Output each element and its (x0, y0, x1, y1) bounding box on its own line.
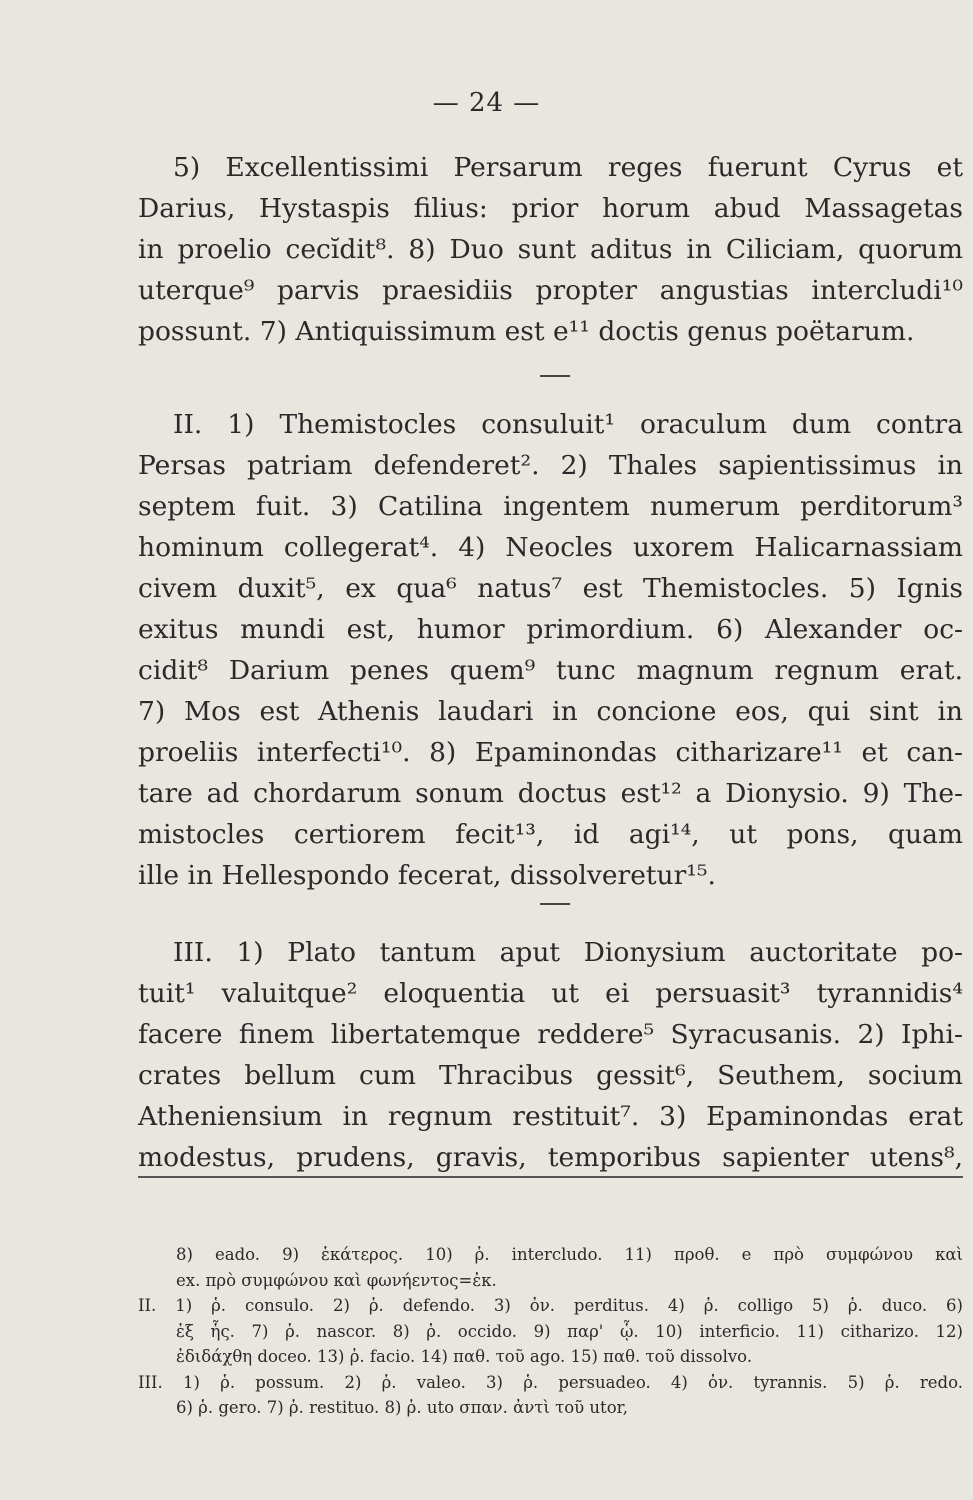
text-line: cidit⁸ Darium penes quem⁹ tunc magnum regnum erat. (138, 655, 963, 686)
text-line: 5) Excellentissimi Persarum reges fuerunt Cyrus et (173, 152, 963, 183)
text-line: septem fuit. 3) Catilina ingentem numerum perditorum³ (138, 491, 963, 522)
footnote-line: ἐξ ἧς. 7) ῥ. nascor. 8) ῥ. occido. 9) παρ' ᾧ. 10) interficio. 11) citharizo. 12) (176, 1321, 963, 1341)
text-line: II. 1) Themistocles consuluit¹ oraculum dum contra (173, 409, 963, 440)
text-line: possunt. 7) Antiquissimum est e¹¹ doctis genus poëtarum. (138, 316, 915, 347)
footnote-rule (138, 1176, 963, 1178)
page-number: — 24 — (432, 88, 541, 118)
text-line: civem duxit⁵, ex qua⁶ natus⁷ est Themistocles. 5) Ignis (138, 573, 963, 604)
text-line: 7) Mos est Athenis laudari in concione eos, qui sint in (138, 696, 963, 727)
section-1-paragraph (138, 147, 963, 352)
text-line: III. 1) Plato tantum aput Dionysium auctoritate po- (173, 937, 963, 968)
footnote-line: ex. πρὸ συμφώνου καὶ φωνήεντος=ἐκ. (176, 1270, 497, 1290)
text-line: mistocles certiorem fecit¹³, id agi¹⁴, ut pons, quam (138, 819, 963, 850)
section-divider (540, 375, 570, 377)
section-2-paragraph (138, 404, 963, 896)
text-line: exitus mundi est, humor primordium. 6) Alexander oc- (138, 614, 963, 645)
text-line: Persas patriam defenderet². 2) Thales sapientissimus in (138, 450, 963, 481)
footnotes (138, 1242, 963, 1421)
text-line: tuit¹ valuitque² eloquentia ut ei persuasit³ tyrannidis⁴ (138, 978, 963, 1009)
text-line: proeliis interfecti¹⁰. 8) Epaminondas citharizare¹¹ et can- (138, 737, 963, 768)
section-3-paragraph (138, 932, 963, 1178)
text-line: in proelio cecĭdit⁸. 8) Duo sunt aditus in Ciliciam, quorum (138, 234, 963, 265)
footnote-line: 6) ῥ. gero. 7) ῥ. restituo. 8) ῥ. uto σπαν. ἀντὶ τοῦ utor, (176, 1398, 628, 1417)
text-line: uterque⁹ parvis praesidiis propter angustias intercludi¹⁰ (138, 275, 963, 306)
footnote-line: III. 1) ῥ. possum. 2) ῥ. valeo. 3) ῥ. persuadeo. 4) ὀν. tyrannis. 5) ῥ. redo. (138, 1372, 963, 1392)
footnote-line: II. 1) ῥ. consulo. 2) ῥ. defendo. 3) ὀν. perditus. 4) ῥ. colligo 5) ῥ. duco. 6) (138, 1296, 963, 1315)
footnote-line: ἐδιδάχθη doceo. 13) ῥ. facio. 14) παθ. τοῦ ago. 15) παθ. τοῦ dissolvo. (176, 1347, 753, 1366)
text-line: modestus, prudens, gravis, temporibus sapienter utens⁸, (138, 1142, 963, 1173)
text-line: facere finem libertatemque reddere⁵ Syracusanis. 2) Iphi- (138, 1019, 963, 1050)
text-line: Darius, Hystaspis filius: prior horum abud Massagetas (138, 193, 963, 224)
text-line: Atheniensium in regnum restituit⁷. 3) Epaminondas erat (138, 1101, 963, 1132)
text-line: ille in Hellespondo fecerat, dissolveretur¹⁵. (138, 860, 716, 891)
text-line: crates bellum cum Thracibus gessit⁶, Seuthem, socium (138, 1060, 963, 1091)
text-line: hominum collegerat⁴. 4) Neocles uxorem Halicarnassiam (138, 532, 963, 563)
text-line: tare ad chordarum sonum doctus est¹² a Dionysio. 9) The- (138, 778, 963, 809)
footnote-line: 8) eado. 9) ἑκάτερος. 10) ῥ. intercludo. 11) προθ. e πρὸ συμφώνου καὶ (176, 1245, 963, 1264)
section-divider (540, 903, 570, 905)
